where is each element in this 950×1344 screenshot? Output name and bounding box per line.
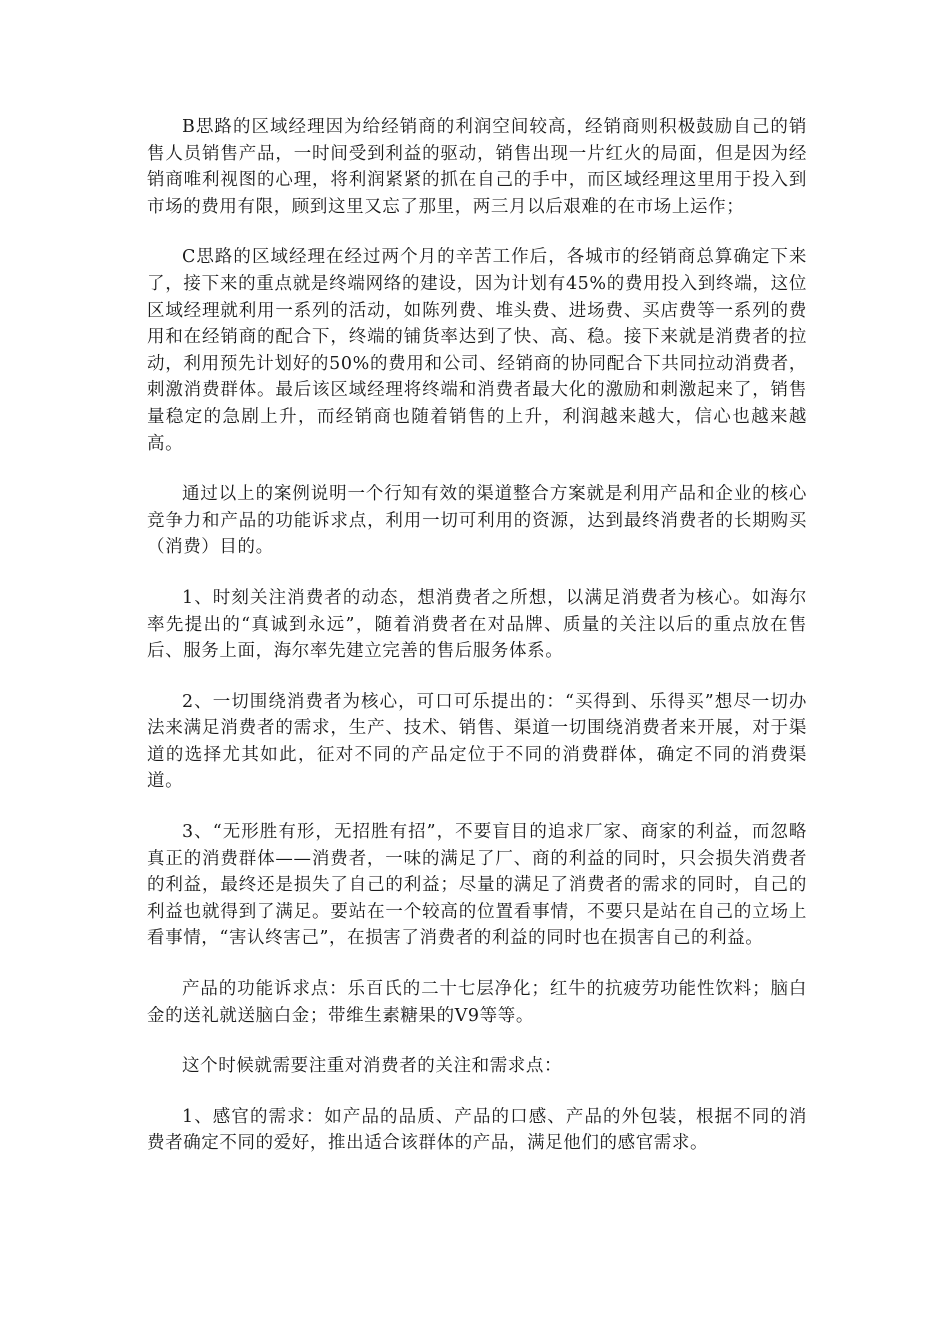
- paragraph-consumer-needs-intro: 这个时候就需要注重对消费者的关注和需求点：: [182, 1056, 563, 1077]
- paragraph-c-approach: C思路的区域经理在经过两个月的辛苦工作后，各城市的经销商总算确定下来了，接下来的重点就是终端网络的建设，因为计划有45%的费用投入到终端，这位区域经理就利用一系列的活动，如陈列费、堆头费、进场费、买店费等一系列的费用和在经销商的配合下，终端的铺货率达到了快、高、稳。接下来就是消费者的拉动，利用预先计划好的50%的费用和公司、经销商的协同配合下共同拉动消费者，刺激消费群体。最后该区域经理将终端和消费者最大化的激励和刺激起来了，销售量稳定的急剧上升，而经销商也随着销售的上升，利润越来越大，信心也越来越高。: [147, 247, 807, 454]
- paragraph-point-2: 2、一切围绕消费者为核心，可口可乐提出的：“买得到、乐得买”想尽一切办法来满足消费者的需求，生产、技术、销售、渠道一切围绕消费者来开展，对于渠道的选择尤其如此，征对不同的产品定位于不同的消费群体，确定不同的消费渠道。: [147, 691, 807, 792]
- paragraph-b-approach: B思路的区域经理因为给经销商的利润空间较高，经销商则积极鼓励自己的销售人员销售产品，一时间受到利益的驱动，销售出现一片红火的局面，但是因为经销商唯利视图的心理，将利润紧紧的抓在自己的手中，而区域经理这里用于投入到市场的费用有限，顾到这里又忘了那里，两三月以后艰难的在市场上运作；: [147, 117, 807, 217]
- document-body: [147, 114, 807, 1181]
- paragraph-case-summary: 通过以上的案例说明一个行知有效的渠道整合方案就是利用产品和企业的核心竞争力和产品的功能诉求点，利用一切可利用的资源，达到最终消费者的长期购买（消费）目的。: [147, 484, 807, 558]
- paragraph-sensory-needs: 1、感官的需求：如产品的品质、产品的口感、产品的外包装，根据不同的消费者确定不同的爱好，推出适合该群体的产品，满足他们的感官需求。: [147, 1106, 807, 1154]
- paragraph-point-3: 3、“无形胜有形，无招胜有招”，不要盲目的追求厂家、商家的利益，而忽略真正的消费群体——消费者，一味的满足了厂、商的利益的同时，只会损失消费者的利益，最终还是损失了自己的利益；尽量的满足了消费者的需求的同时，自己的利益也就得到了满足。要站在一个较高的位置看事情，不要只是站在自己的立场上看事情，“害认终害己”，在损害了消费者的利益的同时也在损害自己的利益。: [147, 822, 807, 949]
- paragraph-product-appeals: 产品的功能诉求点：乐百氏的二十七层净化；红牛的抗疲劳功能性饮料；脑白金的送礼就送脑白金；带维生素糖果的V9等等。: [147, 979, 807, 1026]
- paragraph-point-1: 1、时刻关注消费者的动态，想消费者之所想，以满足消费者为核心。如海尔率先提出的“真诚到永远”，随着消费者在对品牌、质量的关注以后的重点放在售后、服务上面，海尔率先建立完善的售后服务体系。: [147, 587, 807, 662]
